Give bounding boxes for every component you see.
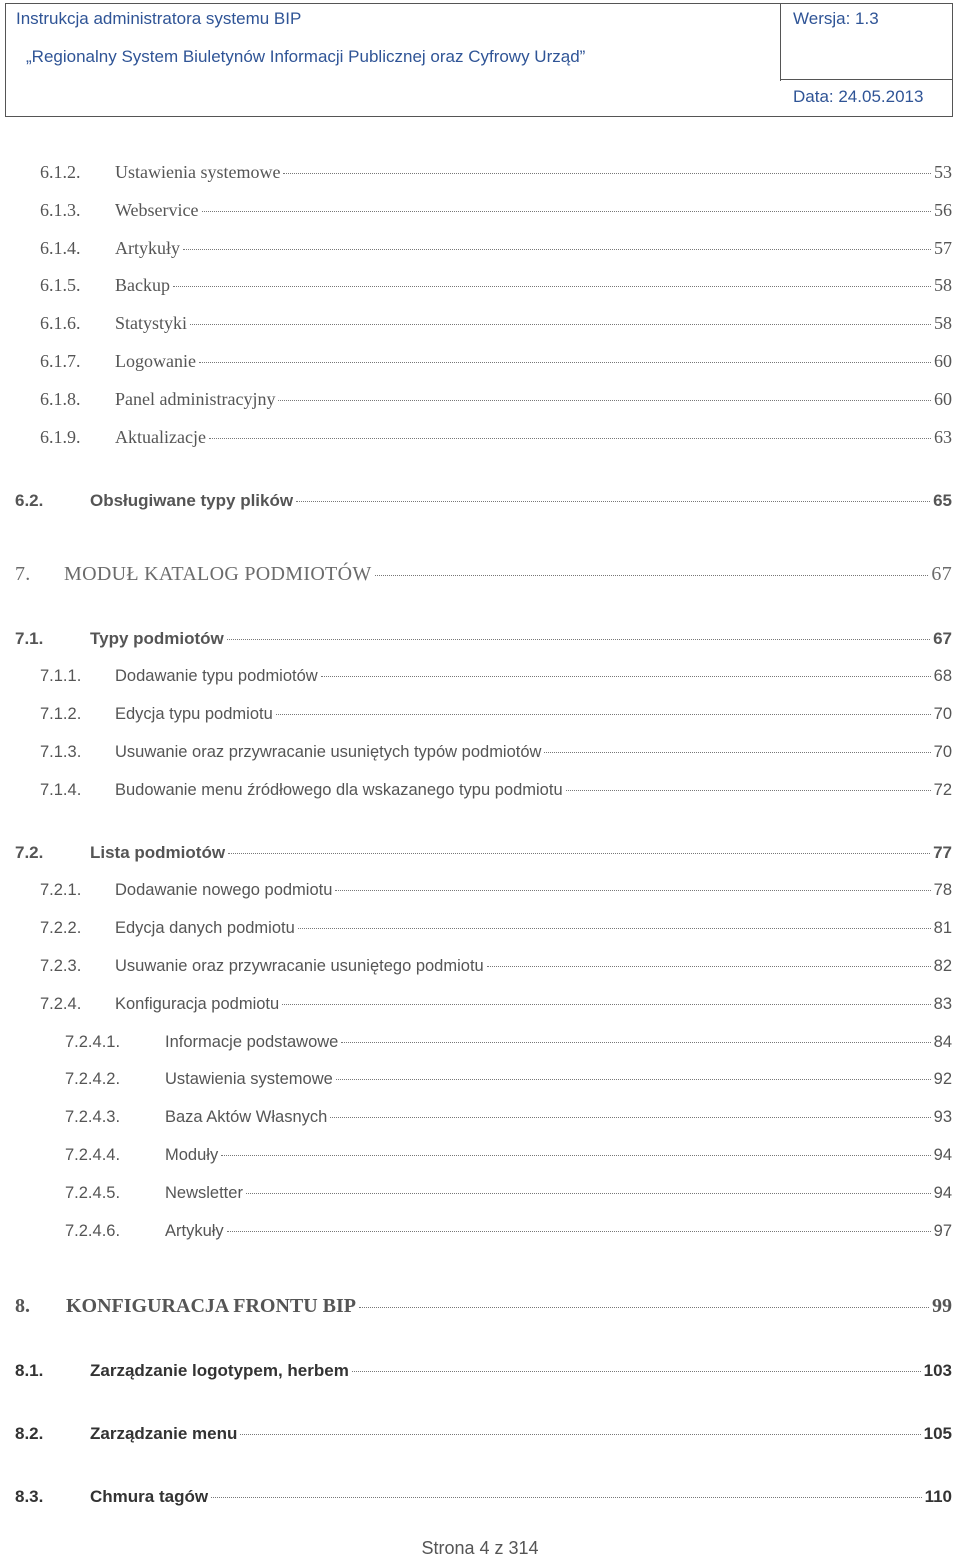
toc-entry-page: 70: [933, 705, 952, 723]
toc-entry-title: Budowanie menu źródłowego dla wskazanego typu podmiotu: [115, 781, 563, 799]
toc-dot-leader: [487, 966, 931, 967]
toc-entry-number: 6.2.: [15, 491, 44, 510]
toc-entry[interactable]: [0, 491, 960, 517]
toc-entry-page: 94: [933, 1146, 952, 1164]
toc-entry-title: Moduły: [165, 1146, 219, 1164]
toc-entry-number: 7.1.: [15, 629, 44, 648]
toc-dot-leader: [228, 853, 930, 854]
toc-entry-page: 60: [934, 389, 952, 409]
toc-entry[interactable]: [0, 1146, 960, 1172]
toc-dot-leader: [211, 1497, 922, 1498]
toc-entry[interactable]: [0, 957, 960, 983]
toc-dot-leader: [359, 1307, 929, 1308]
toc-dot-leader: [566, 790, 931, 791]
toc-dot-leader: [336, 1079, 931, 1080]
toc-entry-number: 7.2.4.2.: [65, 1070, 121, 1088]
toc-entry-page: 110: [924, 1487, 952, 1506]
toc-dot-leader: [227, 639, 930, 640]
toc-entry-page: 93: [933, 1108, 952, 1126]
toc-entry-title: Usuwanie oraz przywracanie usuniętych typów podmiotów: [115, 743, 542, 761]
toc-entry-page: 97: [933, 1222, 952, 1240]
toc-entry-page: 67: [931, 563, 952, 585]
toc-entry-title: Usuwanie oraz przywracanie usuniętego podmiotu: [115, 957, 484, 975]
toc-entry[interactable]: [0, 743, 960, 769]
toc-entry-page: 70: [933, 743, 952, 761]
toc-dot-leader: [296, 501, 930, 502]
toc-entry-number: 8.: [15, 1295, 30, 1317]
toc-entry[interactable]: [0, 389, 960, 415]
toc-dot-leader: [341, 1042, 930, 1043]
toc-entry-number: 7.2.3.: [40, 957, 82, 975]
toc-entry-number: 7.2.4.6.: [65, 1222, 121, 1240]
toc-entry-page: 82: [933, 957, 952, 975]
toc-entry-title: Logowanie: [115, 351, 196, 371]
toc-entry-title: Dodawanie nowego podmiotu: [115, 881, 333, 899]
toc-dot-leader: [202, 211, 931, 212]
toc-entry-title: Dodawanie typu podmiotów: [115, 667, 318, 685]
toc-entry-page: 58: [934, 275, 952, 295]
toc-entry[interactable]: [0, 238, 960, 264]
document-header: [5, 3, 953, 117]
toc-dot-leader: [283, 173, 931, 174]
toc-entry[interactable]: [0, 1108, 960, 1134]
toc-entry-title: Newsletter: [165, 1184, 243, 1202]
toc-entry-number: 8.3.: [15, 1487, 44, 1506]
toc-entry-number: 6.1.5.: [40, 275, 81, 295]
toc-entry[interactable]: [0, 1033, 960, 1059]
toc-entry[interactable]: [0, 881, 960, 907]
toc-entry[interactable]: [0, 1487, 960, 1513]
toc-entry-title: Statystyki: [115, 313, 188, 333]
toc-entry-page: 105: [923, 1424, 952, 1443]
toc-entry-number: 6.1.3.: [40, 200, 81, 220]
header-date: Data: 24.05.2013: [793, 87, 924, 106]
toc-entry-number: 7.1.4.: [40, 781, 82, 799]
toc-entry[interactable]: [0, 200, 960, 226]
toc-dot-leader: [352, 1371, 921, 1372]
page-footer: Strona 4 z 314: [421, 1538, 539, 1558]
toc-entry-title: Baza Aktów Własnych: [165, 1108, 328, 1126]
toc-entry-number: 7.2.4.1.: [65, 1033, 121, 1051]
toc-dot-leader: [183, 249, 931, 250]
toc-entry-title: Lista podmiotów: [90, 843, 226, 862]
toc-entry-number: 6.1.6.: [40, 313, 81, 333]
toc-entry[interactable]: [0, 427, 960, 453]
toc-entry-page: 58: [934, 313, 952, 333]
toc-entry-title: KONFIGURACJA FRONTU BIP: [66, 1295, 357, 1317]
toc-entry-title: Konfiguracja podmiotu: [115, 995, 280, 1013]
toc-entry-title: Artykuły: [115, 238, 180, 258]
toc-entry[interactable]: [0, 563, 960, 589]
toc-dot-leader: [221, 1155, 930, 1156]
header-subtitle: „Regionalny System Biuletynów Informacji Publicznej oraz Cyfrowy Urząd”: [26, 47, 586, 66]
toc-entry-number: 7.2.4.: [40, 995, 82, 1013]
toc-entry-page: 99: [932, 1295, 952, 1317]
toc-entry-number: 7.2.4.5.: [65, 1184, 121, 1202]
toc-entry[interactable]: [0, 162, 960, 188]
toc-dot-leader: [544, 752, 930, 753]
toc-entry[interactable]: [0, 1295, 960, 1321]
toc-dot-leader: [209, 438, 931, 439]
toc-entry-page: 57: [934, 238, 952, 258]
toc-entry-number: 6.1.9.: [40, 427, 81, 447]
toc-entry-page: 68: [933, 667, 952, 685]
toc-entry-title: Ustawienia systemowe: [165, 1070, 333, 1088]
toc-entry-page: 63: [934, 427, 952, 447]
toc-entry-number: 8.1.: [15, 1361, 44, 1380]
toc-entry-page: 103: [923, 1361, 952, 1380]
toc-dot-leader: [298, 928, 931, 929]
toc-entry[interactable]: [0, 919, 960, 945]
toc-entry[interactable]: [0, 781, 960, 807]
toc-entry-title: Informacje podstawowe: [165, 1033, 339, 1051]
toc-entry-number: 6.1.7.: [40, 351, 81, 371]
toc-entry[interactable]: [0, 667, 960, 693]
toc-entry-title: Ustawienia systemowe: [115, 162, 281, 182]
toc-entry[interactable]: [0, 1361, 960, 1387]
toc-entry[interactable]: [0, 351, 960, 377]
toc-entry-page: 83: [933, 995, 952, 1013]
toc-entry-number: 7.2.1.: [40, 881, 82, 899]
toc-dot-leader: [246, 1193, 931, 1194]
toc-dot-leader: [190, 324, 931, 325]
toc-entry-title: Chmura tagów: [90, 1487, 209, 1506]
toc-entry[interactable]: [0, 1070, 960, 1096]
toc-dot-leader: [199, 362, 931, 363]
toc-entry-page: 72: [933, 781, 952, 799]
toc-entry-number: 7.2.4.4.: [65, 1146, 121, 1164]
toc-dot-leader: [282, 1004, 930, 1005]
toc-entry-number: 7.2.: [15, 843, 44, 862]
toc-dot-leader: [335, 890, 930, 891]
toc-entry-title: Edycja danych podmiotu: [115, 919, 295, 937]
toc-entry[interactable]: [0, 1222, 960, 1248]
toc-entry-title: Edycja typu podmiotu: [115, 705, 273, 723]
toc-entry-page: 53: [934, 162, 952, 182]
toc-entry[interactable]: [0, 275, 960, 301]
toc-entry-page: 78: [933, 881, 952, 899]
toc-entry-number: 7.2.4.3.: [65, 1108, 121, 1126]
toc-entry-number: 7.: [15, 563, 31, 585]
toc-entry-title: Obsługiwane typy plików: [90, 491, 294, 510]
toc-entry-number: 7.1.1.: [40, 667, 82, 685]
toc-entry-page: 56: [934, 200, 952, 220]
toc-entry-title: Artykuły: [165, 1222, 224, 1240]
header-divider-horizontal: [780, 79, 952, 80]
toc-entry-title: Typy podmiotów: [90, 629, 224, 648]
toc-dot-leader: [276, 714, 931, 715]
toc-dot-leader: [375, 575, 929, 576]
toc-entry-page: 67: [933, 629, 952, 648]
toc-entry-page: 81: [933, 919, 952, 937]
toc-entry-number: 7.1.2.: [40, 705, 82, 723]
toc-entry-page: 65: [933, 491, 952, 510]
toc-entry-title: MODUŁ KATALOG PODMIOTÓW: [64, 563, 372, 585]
toc-entry-number: 6.1.4.: [40, 238, 81, 258]
toc-entry-page: 92: [933, 1070, 952, 1088]
toc-entry-number: 6.1.2.: [40, 162, 81, 182]
toc-entry-title: Zarządzanie logotypem, herbem: [90, 1361, 349, 1380]
toc-entry-page: 94: [933, 1184, 952, 1202]
toc-entry[interactable]: [0, 1424, 960, 1450]
toc-dot-leader: [240, 1434, 920, 1435]
toc-entry-title: Zarządzanie menu: [90, 1424, 238, 1443]
toc-entry[interactable]: [0, 995, 960, 1021]
toc-dot-leader: [278, 400, 931, 401]
toc-entry-page: 60: [934, 351, 952, 371]
toc-entry-page: 84: [933, 1033, 952, 1051]
toc-entry-title: Aktualizacje: [115, 427, 206, 447]
toc-entry[interactable]: [0, 629, 960, 655]
header-version: Wersja: 1.3: [793, 9, 879, 28]
toc-entry-title: Backup: [115, 275, 170, 295]
toc-dot-leader: [173, 286, 931, 287]
toc-entry-number: 8.2.: [15, 1424, 44, 1443]
toc-entry-number: 7.1.3.: [40, 743, 82, 761]
toc-dot-leader: [227, 1231, 931, 1232]
toc-entry-title: Webservice: [115, 200, 199, 220]
toc-dot-leader: [330, 1117, 930, 1118]
toc-entry[interactable]: [0, 313, 960, 339]
toc-entry-number: 7.2.2.: [40, 919, 82, 937]
toc-entry[interactable]: [0, 843, 960, 869]
toc-dot-leader: [321, 676, 931, 677]
header-title: Instrukcja administratora systemu BIP: [16, 9, 302, 28]
toc-entry-page: 77: [933, 843, 952, 862]
toc-entry[interactable]: [0, 705, 960, 731]
toc-entry[interactable]: [0, 1184, 960, 1210]
header-divider-vertical: [780, 4, 781, 81]
toc-entry-number: 6.1.8.: [40, 389, 81, 409]
toc-entry-title: Panel administracyjny: [115, 389, 276, 409]
